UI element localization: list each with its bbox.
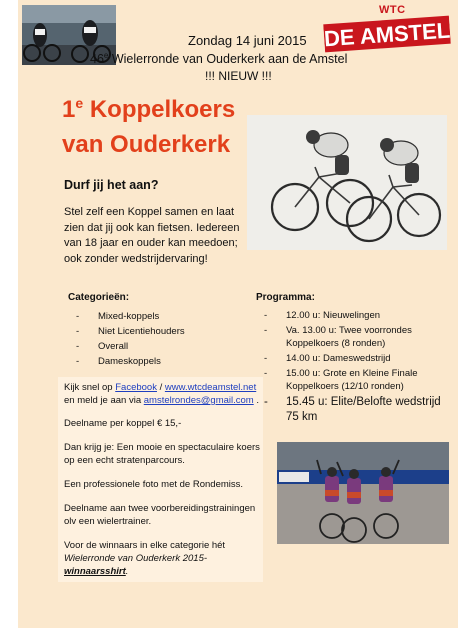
info-text: Voor de winnaars in elke categorie hét [64,540,226,551]
list-item [76,326,236,341]
list-dash: - [76,341,80,352]
info-text: . [253,395,259,406]
info-text: . [125,566,129,577]
categories-label: Categorieën: [68,292,130,303]
dare-question: Durf jij het aan? [64,178,159,192]
list-item [264,395,444,425]
list-dash: - [76,311,80,322]
event-number-suffix: e [103,51,109,60]
list-dash: - [264,368,268,379]
intro-text: Stel zelf een Koppel samen en laat zien dat jij ook kan fietsen. Iedereen van 18 jaar en ouder kan meedoen; ook zonder wedstrijdervaring! [64,206,240,265]
info-line-links [64,381,260,407]
track-cycling-photo [247,115,447,250]
list-dash: - [264,325,268,336]
facebook-link[interactable]: Facebook [115,382,157,393]
headline-line-1 [62,95,235,124]
separator: / [156,382,165,393]
headline-suffix: e [75,95,84,111]
photo-text: Een professionele foto met de Rondemiss. [64,479,244,490]
info-text: en meld je aan via [64,395,144,406]
list-dash: - [264,353,268,364]
info-text: Kijk snel op [64,382,116,393]
category-text: Niet Licentiehouders [98,326,185,337]
programme-text: 14.00 u: Dameswedstrijd [286,353,391,364]
wtc-de-amstel-logo [322,2,452,58]
logo-name-text: DE AMSTEL [323,17,451,52]
training-text: Deelname aan twee voorbereidingstrainingen olv een wielertrainer. [64,503,256,527]
list-dash: - [76,326,80,337]
event-number: 46 [90,52,104,67]
programme-text: 15.00 u: Grote en Kleine Finale Koppelkoers (12/10 ronden) [286,368,418,392]
programme-text: 15.45 u: Elite/Belofte wedstrijd 75 km [286,396,441,423]
list-dash: - [264,396,268,408]
programme-list [264,309,444,427]
category-text: Overall [98,341,129,352]
headline-koppelkoers: Koppelkoers [83,96,236,123]
category-text: Dameskoppels [98,356,161,367]
winners-italic: Wielerronde van Ouderkerk 2015- [64,553,208,564]
programme-text: Va. 13.00 u: Twee voorrondes Koppelkoers (8 ronden) [286,325,412,349]
info-box [58,377,263,582]
race-finish-photo [277,442,449,544]
new-badge: !!! NIEUW !!! [205,69,272,83]
headline-line-2: van Ouderkerk [62,131,231,158]
winners-text [64,539,260,578]
winners-shirt: winnaarsshirt [64,566,126,577]
headline-number: 1 [62,96,76,123]
email-link[interactable]: amstelrondes@gmail.com [143,395,254,406]
list-item [76,341,236,356]
categories-list [76,311,236,371]
list-item [264,309,444,322]
programme-label: Programma: [256,292,315,303]
list-item [264,367,444,393]
list-dash: - [264,310,268,321]
list-item [76,356,236,371]
event-title [90,51,347,66]
event-date: Zondag 14 juni 2015 [188,33,307,48]
website-link[interactable]: www.wtcdeamstel.net [164,382,257,393]
event-name: Wielerronde van Ouderkerk aan de Amstel [108,52,348,67]
fee-text: Deelname per koppel € 15,- [64,418,182,429]
programme-text: 12.00 u: Nieuwelingen [286,310,381,321]
logo-wtc-text: WTC [379,4,406,16]
list-dash: - [76,356,80,367]
logo-de-amstel-wordmark [323,14,451,55]
list-item [264,352,444,365]
list-item [76,311,236,326]
gift-text: Dan krijg je: Een mooie en spectaculaire koers op een echt stratenparcours. [64,442,260,466]
list-item [264,324,444,350]
category-text: Mixed-koppels [98,311,160,322]
